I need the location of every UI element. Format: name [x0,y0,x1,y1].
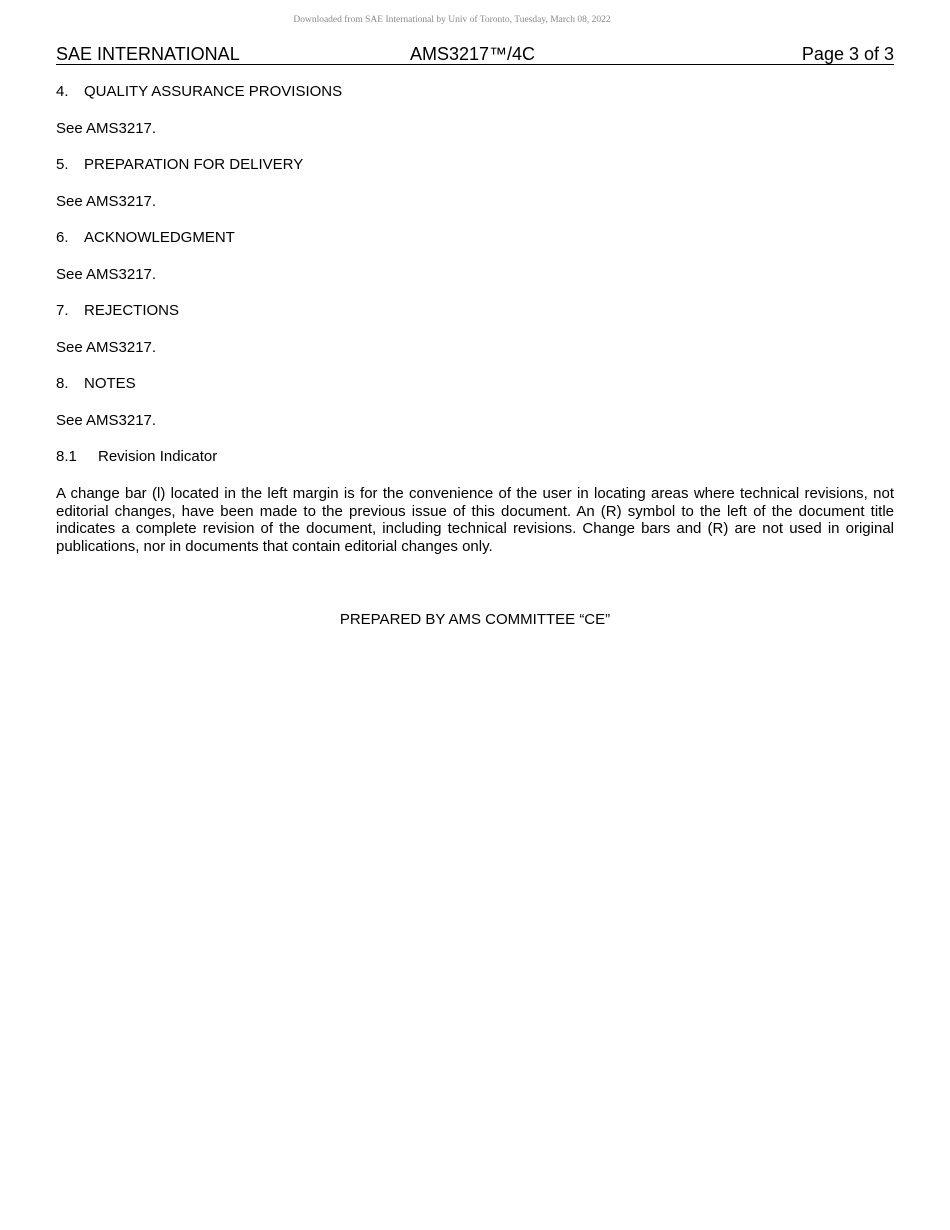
header-organization: SAE INTERNATIONAL [56,44,240,64]
section-title: QUALITY ASSURANCE PROVISIONS [84,83,343,100]
section-number: 4. [56,83,69,100]
page-header [56,44,894,65]
download-watermark: Downloaded from SAE International by Univ of Toronto, Tuesday, March 08, 2022 [293,15,611,25]
section-body: See AMS3217. [56,120,157,137]
section-body: See AMS3217. [56,339,157,356]
section-heading [56,302,179,320]
subsection-number: 8.1 [56,448,77,465]
section-number: 7. [56,302,69,319]
subsection-heading [56,448,217,466]
section-title: ACKNOWLEDGMENT [84,229,235,246]
prepared-by-footer: PREPARED BY AMS COMMITTEE “CE” [339,611,611,628]
section-number: 8. [56,375,69,392]
subsection-body: A change bar (l) located in the left margin is for the convenience of the user in locating areas where technical revisions, not editorial changes, have been made to the previous issue of this document. An (R) symbol to the left of the document title indicates a complete revision of the document, including technical revisions. Change bars and (R) are not used in original publications, nor in documents that contain editorial changes only. [56,485,894,555]
section-title: NOTES [84,375,136,392]
section-body: See AMS3217. [56,193,157,210]
section-heading [56,156,303,174]
subsection-title: Revision Indicator [98,448,218,465]
section-title: REJECTIONS [84,302,180,319]
section-heading [56,375,136,393]
section-body: See AMS3217. [56,412,157,429]
header-document-id: AMS3217™/4C [410,44,536,64]
section-number: 5. [56,156,69,173]
header-page-number: Page 3 of 3 [801,44,894,64]
section-title: PREPARATION FOR DELIVERY [84,156,304,173]
section-heading [56,229,235,247]
section-heading [56,83,342,101]
section-number: 6. [56,229,69,246]
section-body: See AMS3217. [56,266,157,283]
